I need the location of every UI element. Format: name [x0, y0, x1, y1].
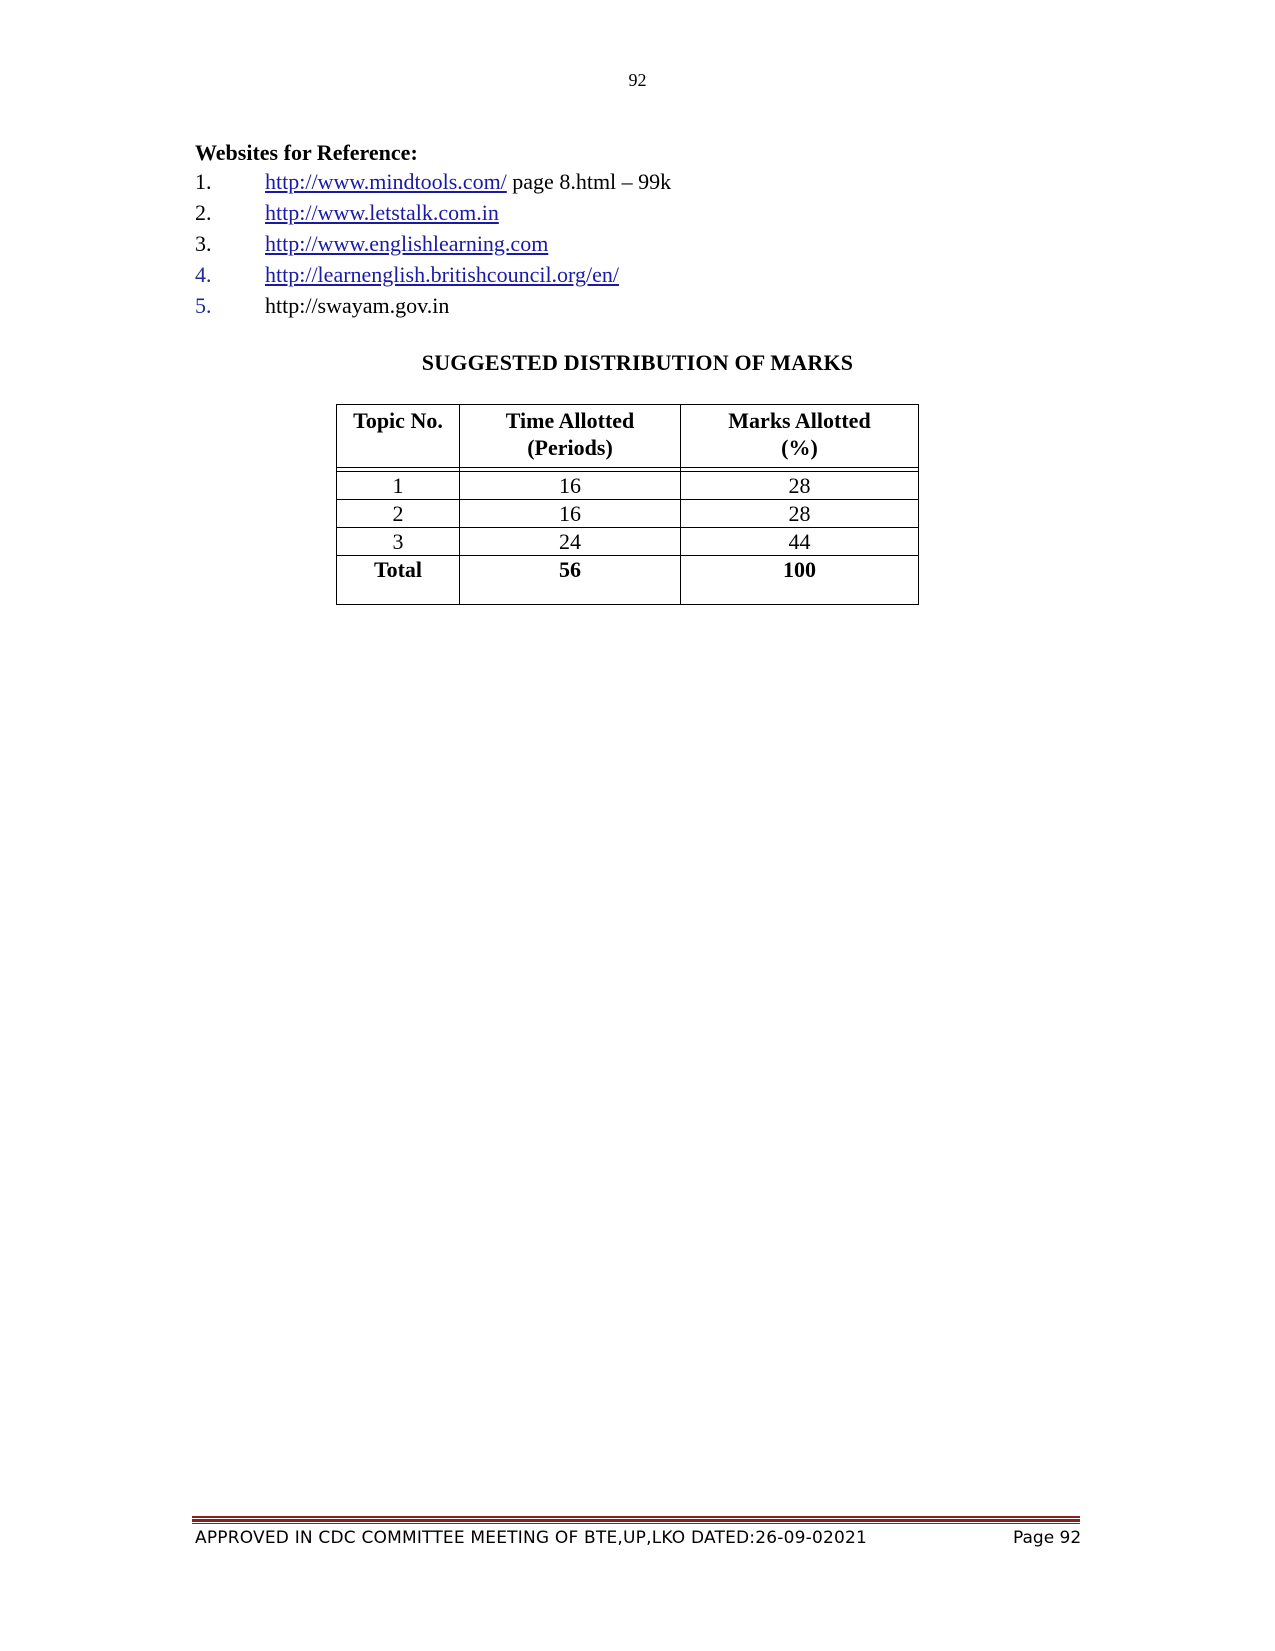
table-total-row — [337, 556, 919, 605]
marks-distribution-table — [336, 404, 919, 605]
distribution-title: SUGGESTED DISTRIBUTION OF MARKS — [421, 350, 854, 375]
cell-total-label: Total — [337, 556, 460, 605]
cell-time: 24 — [460, 528, 681, 556]
reference-item — [195, 290, 671, 321]
header-marks-line2: (%) — [781, 435, 818, 460]
table-row — [337, 528, 919, 556]
header-topic-label: Topic No. — [353, 408, 443, 433]
cell-topic: 3 — [337, 528, 460, 556]
reference-number: 5. — [195, 293, 212, 318]
reference-link-englishlearning[interactable]: http://www.englishlearning.com — [265, 231, 549, 256]
cell-total-marks: 100 — [681, 556, 919, 605]
cell-marks: 28 — [681, 472, 919, 500]
reference-number: 1. — [195, 169, 212, 194]
cell-time: 16 — [460, 472, 681, 500]
cell-marks: 28 — [681, 500, 919, 528]
reference-item — [195, 166, 671, 197]
cell-total-time: 56 — [460, 556, 681, 605]
reference-number: 2. — [195, 200, 212, 225]
references-heading: Websites for Reference: — [195, 140, 418, 165]
table-header-row — [337, 405, 919, 468]
header-topic — [337, 405, 460, 468]
cell-topic: 2 — [337, 500, 460, 528]
table-row — [337, 500, 919, 528]
footer-page-number: Page 92 — [1013, 1528, 1082, 1548]
reference-item — [195, 228, 671, 259]
header-marks-line1: Marks Allotted — [728, 408, 871, 433]
table-row — [337, 472, 919, 500]
reference-number: 3. — [195, 231, 212, 256]
header-marks — [681, 405, 919, 468]
footer-rule-line — [192, 1523, 1080, 1524]
cell-marks: 44 — [681, 528, 919, 556]
footer-rule-line — [192, 1519, 1080, 1522]
header-time-line2: (Periods) — [527, 435, 613, 460]
reference-number: 4. — [195, 262, 212, 287]
cell-time: 16 — [460, 500, 681, 528]
reference-item — [195, 259, 671, 290]
reference-text-swayam: http://swayam.gov.in — [265, 293, 450, 318]
footer-approval-text: APPROVED IN CDC COMMITTEE MEETING OF BTE,UP,LKO DATED:26-09-02021 — [195, 1528, 868, 1548]
header-time-line1: Time Allotted — [505, 408, 635, 433]
header-time — [460, 405, 681, 468]
reference-link-letstalk[interactable]: http://www.letstalk.com.in — [265, 200, 499, 225]
footer-rule-line — [192, 1516, 1080, 1518]
reference-link-britishcouncil[interactable]: http://learnenglish.britishcouncil.org/en/ — [265, 262, 619, 287]
reference-item — [195, 197, 671, 228]
footer-rule — [192, 1516, 1080, 1524]
reference-link-mindtools[interactable]: http://www.mindtools.com/ — [265, 169, 507, 194]
reference-suffix: page 8.html – 99k — [506, 169, 672, 194]
cell-topic: 1 — [337, 472, 460, 500]
page-number-top: 92 — [628, 70, 647, 90]
references-list — [195, 166, 671, 321]
